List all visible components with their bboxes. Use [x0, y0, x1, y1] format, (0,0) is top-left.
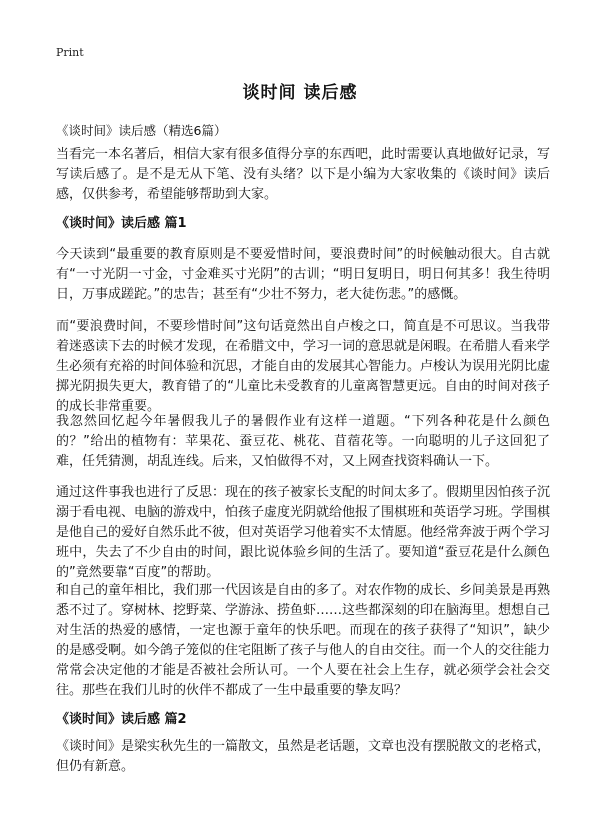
section-heading-2: 《谈时间》读后感 篇2	[56, 712, 187, 727]
article-subtitle: 《谈时间》读后感（精选6篇）	[56, 123, 227, 138]
section-2-paragraph-1: 《谈时间》是梁实秋先生的一篇散文，虽然是老话题，文章也没有摆脱散文的老格式，但仍有新意。	[56, 739, 551, 774]
page-title: 谈时间 读后感	[242, 83, 358, 103]
section-1-paragraph-5: 和自己的童年相比，我们那一代因该是自由的多了。对农作物的成长、乡间美景是再熟悉不过了。穿树林、挖野菜、学游泳、捞鱼虾……这些都深刻的印在脑海里。想想自己对生活的热爱的感情，一定也源于童年的快乐吧。而现在的孩子获得了“知识”，缺少的是感受啊。如今鸽子笼似的住宅阻断了孩子与他人的自由交往。而一个人的交往能力常常会决定他的才能是否被社会所认可。一个人要在社会上生存，就必须学会社会交往。那些在我们儿时的伙伴不都成了一生中最重要的挚友吗？	[56, 583, 551, 698]
section-heading-1: 《谈时间》读后感 篇1	[56, 216, 187, 231]
section-1-paragraph-1: 今天读到“最重要的教育原则是不要爱惜时间，要浪费时间”的时候触动很大。自古就有“一寸光阴一寸金，寸金难买寸光阴”的古训；“明日复明日，明日何其多！我生待明日，万事成蹉跎。”的忠告；甚至有“少壮不努力，老大徒伤悲。”的感慨。	[56, 247, 550, 302]
print-label: Print	[56, 46, 84, 59]
section-1-paragraph-2: 而“要浪费时间，不要珍惜时间”这句话竟然出自卢梭之口，简直是不可思议。当我带着迷惑读下去的时候才发现，在希腊文中，学习一词的意思就是闲暇。在希腊人看来学生必须有充裕的时间体验和沉思，才能自由的发展其心智能力。卢梭认为误用光阴比虚掷光阴损失更大，教育错了的“儿童比未受教育的儿童离智慧更远。自由的时间对孩子的成长非常重要。	[56, 319, 551, 414]
intro-paragraph: 当看完一本名著后，相信大家有很多值得分享的东西吧，此时需要认真地做好记录，写写读后感了。是不是无从下笔、没有头绪？以下是小编为大家收集的《谈时间》读后感，仅供参考，希望能够帮助到大家。	[56, 147, 551, 202]
section-1-paragraph-4: 通过这件事我也进行了反思：现在的孩子被家长支配的时间太多了。假期里因怕孩子沉溺于看电视、电脑的游戏中，怕孩子虚度光阴就给他报了围棋班和英语学习班。学围棋是他自己的爱好自然乐此不彼，但对英语学习他着实不太情愿。他经常奔波于两个学习班中，失去了不少自由的时间，跟比说体验乡间的生活了。要知道“蚕豆花是什么颜色的”竟然要靠“百度”的帮助。	[56, 485, 551, 580]
section-1-paragraph-3: 我忽然回忆起今年暑假我儿子的暑假作业有这样一道题。“下列各种花是什么颜色的？”给出的植物有：苹果花、蚕豆花、桃花、苜蓿花等。一向聪明的儿子这回犯了难，任凭猜测，胡乱连线。后来，又怕做得不对，又上网查找资料确认一下。	[56, 414, 550, 469]
